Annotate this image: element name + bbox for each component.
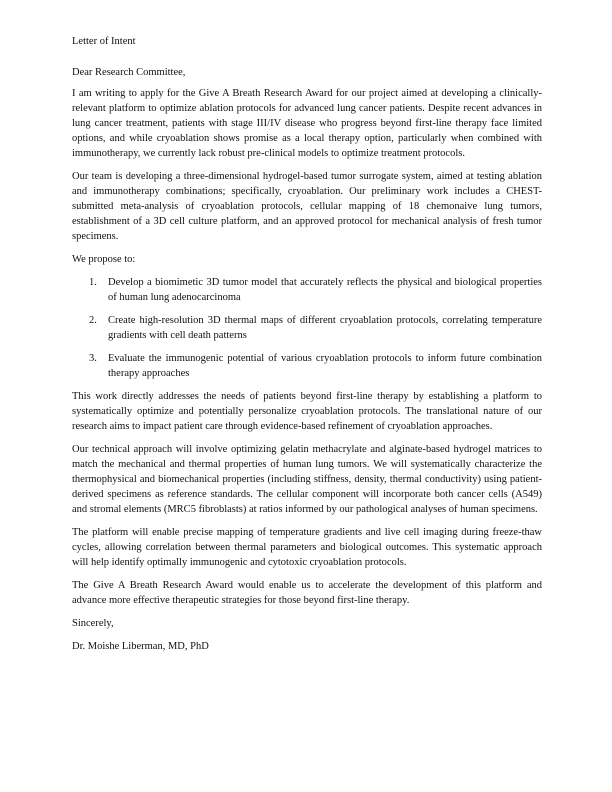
aim-text: Evaluate the immunogenic potential of various cryoablation protocols to inform future combination therapy approaches [108, 353, 542, 379]
salutation: Dear Research Committee, [72, 67, 186, 78]
aim-number: 2. [89, 315, 97, 326]
aim-number: 3. [89, 353, 97, 364]
aim-item [72, 275, 542, 305]
team-paragraph: Our team is developing a three-dimensional hydrogel-based tumor surrogate system, aimed at testing ablation and immunotherapy combinations; specifically, cryoablation. Our preliminary work includes a CHEST-submitted meta-analysis of cryoablation protocols, cellular mapping of 18 chemonaive lung tumors, establishment of a 3D cell culture platform, and an approved protocol for mechanical analysis of fresh tumor specimens. [72, 171, 542, 242]
propose-line: We propose to: [72, 254, 136, 265]
aim-text: Develop a biomimetic 3D tumor model that accurately reflects the physical and biological properties of human lung adenocarcinoma [108, 277, 542, 303]
aim-item [72, 351, 542, 381]
aim-text: Create high-resolution 3D thermal maps of different cryoablation protocols, correlating temperature gradients with cell death patterns [108, 315, 542, 341]
closing: Sincerely, [72, 618, 114, 629]
aim-item [72, 313, 542, 343]
platform-paragraph: The platform will enable precise mapping of temperature gradients and live cell imaging during freeze-thaw cycles, allowing correlation between thermal parameters and biological outcomes. This systematic approach will help identify optimally immunogenic and cytotoxic cryoablation protocols. [72, 527, 542, 568]
letter-page [72, 34, 542, 654]
signature: Dr. Moishe Liberman, MD, PhD [72, 641, 209, 652]
intro-paragraph: I am writing to apply for the Give A Breath Research Award for our project aimed at developing a clinically-relevant platform to optimize ablation protocols for advanced lung cancer patients. Despite recent advances in lung cancer treatment, patients with stage III/IV disease who progress beyond first-line therapy face limited options, and while cryoablation shows promise as a local therapy option, particularly when combined with immunotherapy, we currently lack robust pre-clinical models to optimize treatment protocols. [72, 88, 542, 159]
aims-list [72, 275, 542, 381]
aim-number: 1. [89, 277, 97, 288]
letter-heading: Letter of Intent [72, 36, 136, 47]
award-paragraph: The Give A Breath Research Award would enable us to accelerate the development of this platform and advance more effective therapeutic strategies for those beyond first-line therapy. [72, 580, 542, 606]
technical-approach-paragraph: Our technical approach will involve optimizing gelatin methacrylate and alginate-based hydrogel matrices to match the mechanical and thermal properties of human lung tumors. We will systematically characterize the thermophysical and biomechanical properties (including stiffness, density, thermal conductivity) using patient-derived specimens as reference standards. The cellular component will incorporate both cancer cells (A549) and stromal elements (MRC5 fibroblasts) at ratios informed by our pathological analyses of human specimens. [72, 444, 542, 515]
impact-paragraph: This work directly addresses the needs of patients beyond first-line therapy by establishing a platform to systematically optimize and potentially personalize cryoablation protocols. The translational nature of our research aims to impact patient care through evidence-based refinement of cryoablation approaches. [72, 391, 542, 432]
